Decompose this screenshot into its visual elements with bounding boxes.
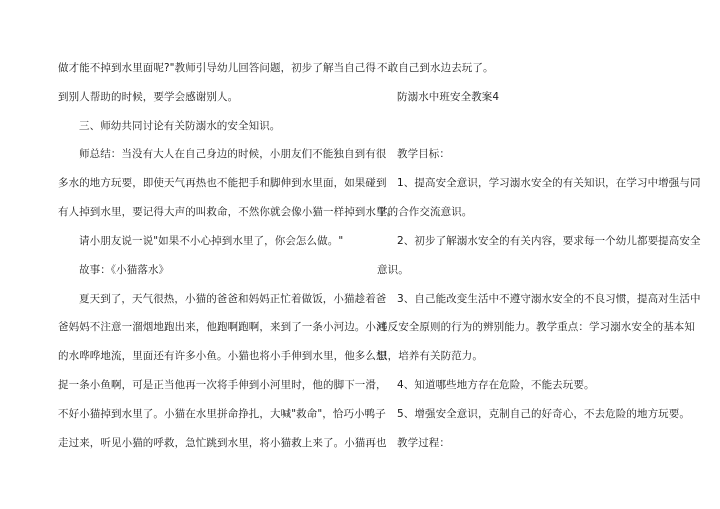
text-line: 识，培养有关防范力。: [377, 350, 483, 362]
section-heading: 三、师幼共同讨论有关防溺水的安全知识。: [79, 120, 281, 132]
text-line: 5、增强安全意识，克制自己的好奇心，不去危险的地方玩要。: [397, 408, 690, 420]
text-line: 违反安全原则的行为的辨别能力。教学重点：学习溺水安全的基本知: [377, 321, 695, 333]
section-heading: 教学过程：: [397, 437, 450, 449]
text-line: 做才能不掉到水里面呢?"教师引导幼儿回答问题，初步了解当自己得: [58, 62, 377, 74]
text-line: 到别人帮助的时候，要学会感谢别人。: [58, 91, 239, 103]
text-line: 意识。: [377, 264, 409, 276]
text-line: 爸妈妈不注意一溜烟地跑出来，他跑啊跑啊，来到了一条小河边。小河: [58, 321, 387, 333]
text-line: 1、提高安全意识，学习溺水安全的有关知识，在学习中增强与同: [397, 177, 701, 189]
text-line: 学的合作交流意识。: [377, 206, 473, 218]
text-line: 有人掉到水里，要记得大声的叫救命，不然你就会像小猫一样掉到水里。: [58, 206, 398, 218]
text-line: 师总结：当没有大人在自己身边的时候，小朋友们不能独自到有很: [79, 148, 387, 160]
text-line: 不敢自己到水边去玩了。: [377, 62, 494, 74]
text-line: 4、知道哪些地方存在危险，不能去玩要。: [397, 379, 595, 391]
text-line: 请小朋友说一说"如果不小心掉到水里了，你会怎么做。": [79, 235, 344, 247]
section-heading: 教学目标：: [397, 148, 450, 160]
text-line: 不好小猫掉到水里了。小猫在水里拼命挣扎，大喊"救命"，恰巧小鸭子: [58, 408, 386, 420]
text-line: 的水哗哗地流，里面还有许多小鱼。小猫也将小手伸到水里，他多么想: [58, 350, 387, 362]
story-title: 故事：《小猫落水》: [79, 264, 170, 276]
text-line: 3、自己能改变生活中不遵守溺水安全的不良习惯，提高对生活中: [397, 293, 701, 305]
text-line: 夏天到了，天气很热，小猫的爸爸和妈妈正忙着做饭，小猫趁着爸: [79, 293, 387, 305]
text-line: 多水的地方玩要，即使天气再热也不能把手和脚伸到水里面，如果碰到: [58, 177, 387, 189]
text-line: 捉一条小鱼啊，可是正当他再一次将手伸到小河里时，他的脚下一滑，: [58, 379, 387, 391]
text-line: 2、初步了解溺水安全的有关内容，要求每一个幼儿都要提高安全: [397, 235, 701, 247]
text-line: 走过来，听见小猫的呼救，急忙跳到水里，将小猫救上来了。小猫再也: [58, 437, 387, 449]
section-title: 防溺水中班安全教案4: [397, 91, 500, 103]
